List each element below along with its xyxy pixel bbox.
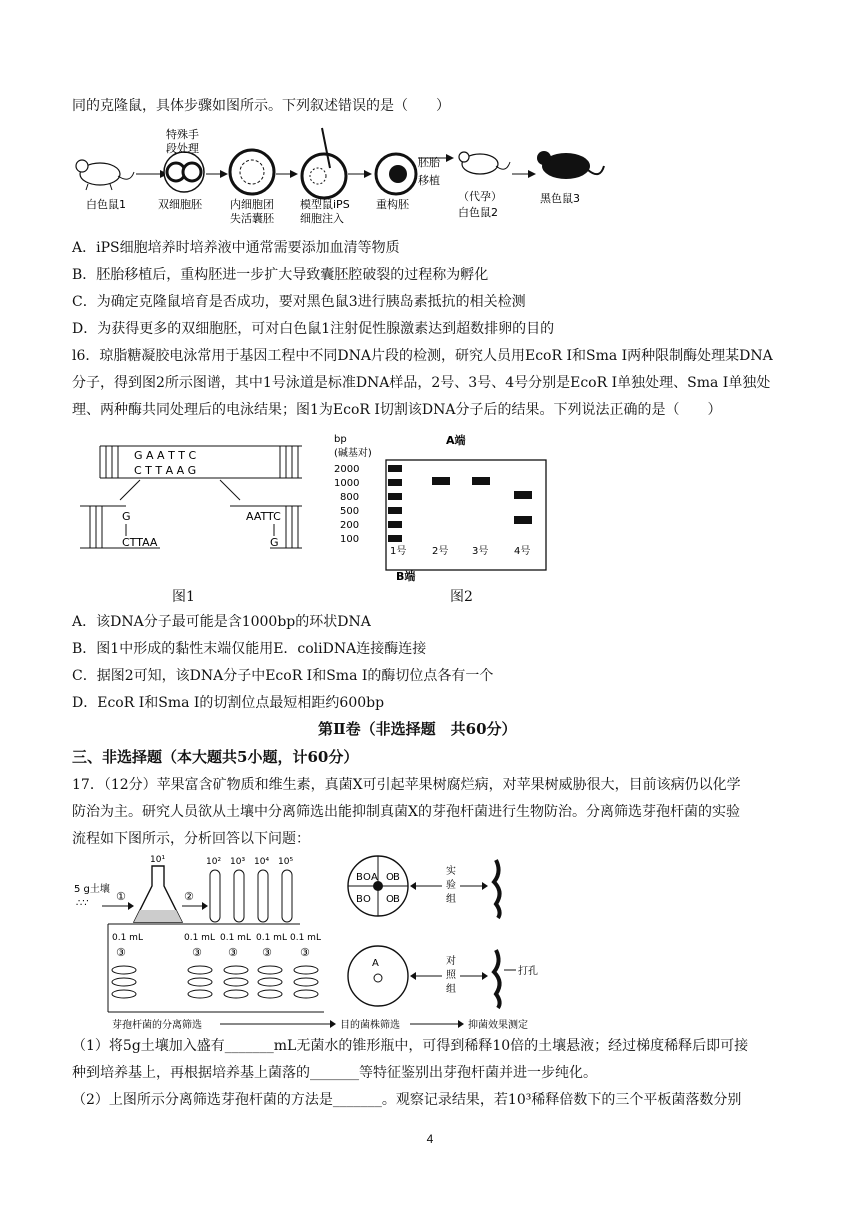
svg-text:∴∵: ∴∵ [76, 898, 89, 909]
svg-text:10⁵: 10⁵ [278, 857, 294, 867]
svg-text:双细胞胚: 双细胞胚 [158, 198, 202, 211]
svg-text:200: 200 [340, 520, 360, 531]
white-mouse-2-icon [459, 152, 510, 174]
svg-text:胚胎: 胚胎 [418, 156, 440, 169]
fig2-a-end: A端 [446, 434, 466, 447]
part-title: 三、非选择题（本大题共5小题，计60分） [72, 748, 359, 766]
svg-text:100: 100 [340, 534, 360, 545]
q17-stem-3: 流程如下图所示，分析回答以下问题： [72, 831, 310, 847]
svg-text:O: O [386, 894, 394, 905]
svg-text:打孔: 打孔 [518, 966, 538, 977]
svg-text:黑色鼠3: 黑色鼠3 [540, 192, 580, 205]
fig1-left-top: G [122, 510, 131, 523]
fig2-lane-4-band-lower [514, 516, 532, 524]
svg-text:500: 500 [340, 506, 360, 517]
svg-text:组: 组 [446, 894, 456, 905]
ips-injection-icon [302, 128, 346, 198]
q16-option-a: A．该DNA分子最可能是含1000bp的环状DNA [72, 614, 371, 630]
svg-text:②: ② [184, 890, 194, 903]
svg-text:0.1 mL: 0.1 mL [256, 933, 287, 943]
svg-text:1号: 1号 [390, 546, 407, 557]
svg-text:O: O [386, 872, 394, 883]
svg-text:800: 800 [340, 492, 360, 503]
svg-text:③: ③ [300, 946, 310, 959]
svg-text:对: 对 [446, 956, 456, 967]
svg-text:特殊手: 特殊手 [166, 128, 199, 141]
svg-text:A: A [371, 872, 378, 883]
svg-text:B: B [356, 894, 363, 905]
svg-text:1000: 1000 [334, 478, 360, 489]
svg-text:（代孕）: （代孕） [458, 190, 502, 203]
svg-text:0.1 mL: 0.1 mL [220, 933, 251, 943]
svg-text:①: ① [116, 890, 126, 903]
svg-text:10⁴: 10⁴ [254, 857, 270, 867]
svg-text:段处理: 段处理 [166, 142, 199, 155]
svg-text:B: B [393, 872, 400, 883]
q16-stem-2: 分子，得到图2所示图谱，其中1号泳道是标准DNA样品，2号、3号、4号分别是EcoR I单独处理、Sma I单独处 [72, 375, 771, 391]
fig2-lane-4-band-upper [514, 491, 532, 499]
svg-text:芽孢杆菌的分离筛选: 芽孢杆菌的分离筛选 [112, 1020, 202, 1031]
q15-option-b: B．胚胎移植后，重构胚进一步扩大导致囊胚腔破裂的过程称为孵化 [72, 267, 489, 283]
white-mouse-1-icon [76, 160, 134, 190]
q15-option-c: C．为确定克隆鼠培育是否成功，要对黑色鼠3进行胰岛素抵抗的相关检测 [72, 294, 526, 310]
svg-text:内细胞团: 内细胞团 [230, 198, 274, 211]
q17-isolation-flow-figure [72, 852, 552, 1032]
q17-sub1-line1: （1）将5g土壤加入盛有_______mL无菌水的锥形瓶中，可得到稀释10倍的土壤悬液；经过梯度稀释后即可接 [72, 1038, 749, 1054]
svg-text:白色鼠2: 白色鼠2 [458, 206, 498, 219]
fig2-b-end: B端 [396, 570, 416, 582]
q17-sub2: （2）上图所示分离筛选芽孢杆菌的方法是_______。观察记录结果，若10³稀释倍数下的三个平板菌落数分别 [72, 1092, 742, 1108]
black-mouse-3-icon [537, 151, 604, 179]
svg-text:③: ③ [116, 946, 126, 959]
q17-sub1-line2: 种到培养基上，再根据培养基上菌落的_______等特征鉴别出芽孢杆菌并进一步纯化。 [72, 1065, 597, 1081]
conical-flask-icon [134, 866, 182, 922]
fig1-bottom-sequence: C T T A A G [134, 464, 197, 477]
svg-text:0.1 mL: 0.1 mL [112, 933, 143, 943]
fig2-lane-2-band [432, 477, 450, 485]
q16-option-c: C．据图2可知，该DNA分子中EcoR I和Sma I的酶切位点各有一个 [72, 668, 494, 684]
svg-text:10³: 10³ [230, 857, 246, 867]
svg-text:照: 照 [446, 970, 456, 981]
petri-dishes [112, 966, 318, 998]
fig1-left-bottom: CTTAA [122, 536, 158, 549]
svg-text:验: 验 [446, 880, 456, 891]
fig1-caption: 图1 [172, 589, 195, 605]
two-cell-embryo-icon [164, 152, 204, 192]
q16-fig2-electrophoresis [334, 432, 554, 582]
svg-text:组: 组 [446, 984, 456, 995]
svg-text:B: B [356, 872, 363, 883]
svg-text:4号: 4号 [514, 546, 531, 557]
q15-cloning-figure [72, 124, 632, 234]
svg-text:10²: 10² [206, 857, 222, 867]
svg-text:2号: 2号 [432, 546, 449, 557]
svg-text:③: ③ [192, 946, 202, 959]
reconstructed-embryo-icon [376, 154, 416, 194]
svg-text:抑菌效果测定: 抑菌效果测定 [468, 1020, 528, 1031]
fig1-top-sequence: G A A T T C [134, 449, 197, 462]
fig1-right-bottom: G [270, 536, 279, 549]
svg-text:O: O [363, 872, 371, 883]
q15-stem-tail: 同的克隆鼠，具体步骤如图所示。下列叙述错误的是（ ） [72, 98, 450, 114]
white-mouse-1-label: 白色鼠1 [86, 198, 126, 211]
fig2-lane-3-band [472, 477, 490, 485]
svg-text:细胞注入: 细胞注入 [300, 212, 344, 225]
svg-text:实: 实 [446, 866, 456, 877]
svg-text:失活囊胚: 失活囊胚 [230, 212, 274, 225]
q16-stem-1: l6．琼脂糖凝胶电泳常用于基因工程中不同DNA片段的检测，研究人员用EcoR I和Sma I两种限制酶处理某DNA [72, 348, 773, 364]
control-plate-icon [348, 946, 408, 1006]
q16-stem-3: 理、两种酶共同处理后的电泳结果；图1为EcoR I切割该DNA分子后的结果。下列说法正确的是（ ） [72, 402, 722, 418]
svg-text:模型鼠iPS: 模型鼠iPS [300, 198, 350, 211]
page-number: 4 [426, 1132, 434, 1146]
volume-title: 第Ⅱ卷（非选择题 共60分） [318, 720, 517, 738]
svg-text:0.1 mL: 0.1 mL [184, 933, 215, 943]
svg-text:0.1 mL: 0.1 mL [290, 933, 321, 943]
svg-text:移植: 移植 [418, 174, 440, 187]
svg-text:③: ③ [262, 946, 272, 959]
q17-stem-2: 防治为主。研究人员欲从土壤中分离筛选出能抑制真菌X的芽孢杆菌进行生物防治。分离筛选芽孢杆菌的实验 [72, 804, 740, 820]
soil-label: 5 g土壤 [74, 884, 110, 895]
fig1-right-top: AATTC [246, 510, 281, 523]
q16-option-d: D．EcoR I和Sma I的切割位点最短相距约600bp [72, 695, 385, 711]
fig2-caption: 图2 [450, 589, 473, 605]
q15-option-d: D．为获得更多的双细胞胚，可对白色鼠1注射促性腺激素达到超数排卵的目的 [72, 321, 555, 337]
svg-text:A: A [372, 958, 379, 969]
svg-text:目的菌株筛选: 目的菌株筛选 [340, 1020, 400, 1031]
q17-stem-1: 17．（12分）苹果富含矿物质和维生素，真菌X可引起苹果树腐烂病，对苹果树威胁很大，目前该病仍以化学 [72, 777, 741, 793]
svg-text:10¹: 10¹ [150, 855, 166, 865]
blastocyst-icon [230, 150, 274, 194]
experimental-plate-icon [348, 856, 408, 916]
dilution-tubes [210, 870, 292, 922]
svg-text:bp: bp [334, 434, 347, 445]
svg-text:O: O [363, 894, 371, 905]
q16-fig1-ecori-cut [80, 440, 310, 560]
svg-text:(碱基对): (碱基对) [334, 448, 372, 459]
svg-text:3号: 3号 [472, 546, 489, 557]
svg-text:B: B [393, 894, 400, 905]
q16-option-b: B．图1中形成的黏性末端仅能用E．coliDNA连接酶连接 [72, 641, 427, 657]
svg-text:③: ③ [228, 946, 238, 959]
q15-option-a: A．iPS细胞培养时培养液中通常需要添加血清等物质 [72, 240, 400, 256]
svg-text:2000: 2000 [334, 464, 360, 475]
svg-text:重构胚: 重构胚 [376, 198, 409, 211]
